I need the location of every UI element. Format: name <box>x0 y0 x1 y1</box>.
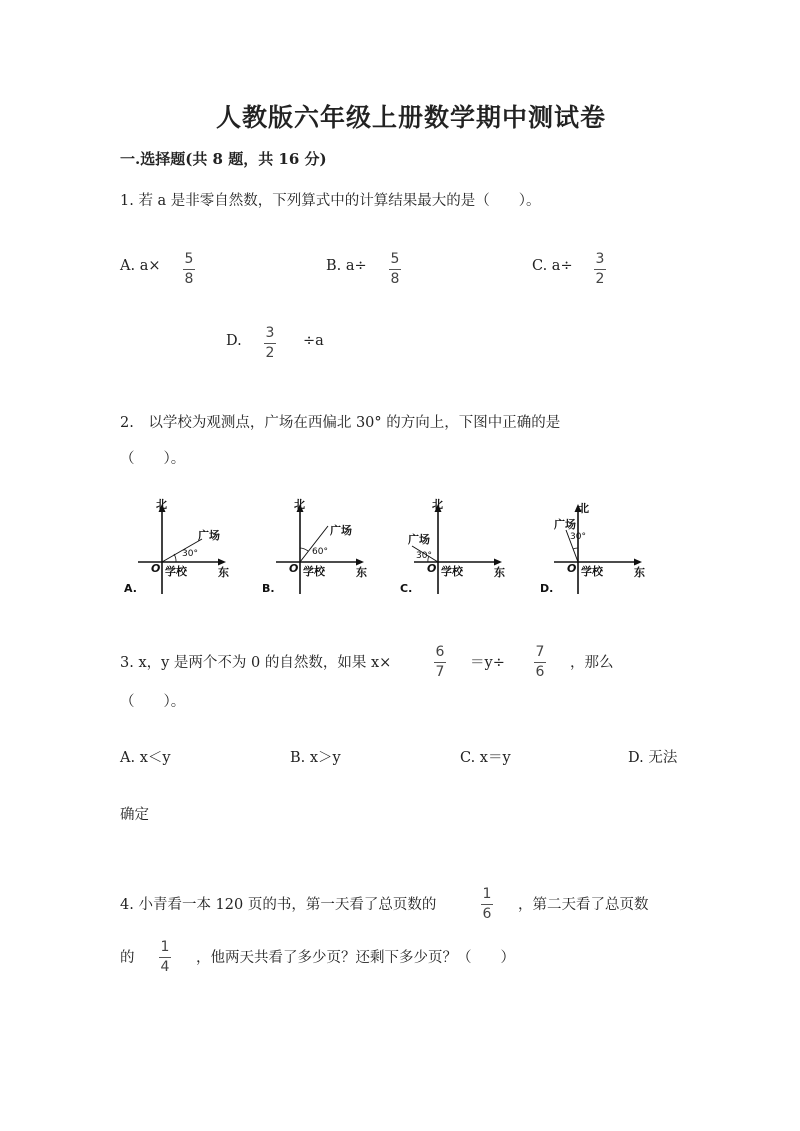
fraction-denominator: 6 <box>482 906 492 922</box>
q2-diagram-b <box>256 496 376 598</box>
q3-option-a: A. x＜y <box>120 750 171 766</box>
q3-option-d-cont: 确定 <box>120 807 149 823</box>
angle-label: 60° <box>312 547 328 557</box>
east-label: 东 <box>218 566 229 579</box>
fraction-denominator: 6 <box>535 664 545 680</box>
question-2-stem: 2. 以学校为观测点，广场在西偏北 30° 的方向上，下图中正确的是 <box>120 415 561 431</box>
fraction-bar <box>264 343 276 344</box>
origin-label: O <box>567 562 577 575</box>
question-3-stem-end: ，那么 <box>570 655 614 671</box>
question-4-stem: 4. 小青看一本 120 页的书，第一天看了总页数的 <box>120 897 437 913</box>
q3-option-d: D. 无法 <box>628 750 678 766</box>
q1-option-a-label: A. a× <box>120 258 161 274</box>
q3-fraction-2 <box>534 644 546 681</box>
q4-fraction-2 <box>159 939 171 976</box>
fraction-numerator: 7 <box>535 644 545 660</box>
fraction-bar <box>434 662 446 663</box>
fraction-bar <box>389 269 401 270</box>
school-label: 学校 <box>441 565 463 578</box>
school-label: 学校 <box>165 565 187 578</box>
north-label: 北 <box>156 498 167 511</box>
question-3-stem: 3. x，y 是两个不为 0 的自然数，如果 x× <box>120 655 392 671</box>
option-letter: D. <box>540 582 554 595</box>
north-label: 北 <box>432 498 443 511</box>
fraction-bar <box>594 269 606 270</box>
question-4-stem-mid: ，第二天看了总页数 <box>518 897 649 913</box>
question-4-stem-end: ，他两天共看了多少页？还剩下多少页？（ ） <box>196 950 515 966</box>
east-label: 东 <box>634 566 645 579</box>
fraction-denominator: 2 <box>595 271 605 287</box>
q3-option-b: B. x＞y <box>290 750 341 766</box>
school-label: 学校 <box>581 565 603 578</box>
fraction-bar <box>534 662 546 663</box>
q1-option-d-label: D. <box>226 333 242 349</box>
fraction-bar <box>481 904 493 905</box>
plaza-label: 广场 <box>198 529 220 542</box>
east-label: 东 <box>356 566 367 579</box>
q1-option-c-fraction <box>594 251 606 288</box>
east-label: 东 <box>494 566 505 579</box>
q1-option-d-suffix: ÷a <box>303 333 324 349</box>
fraction-numerator: 1 <box>160 939 170 955</box>
section-heading: 一.选择题(共 8 题，共 16 分) <box>120 150 327 168</box>
plaza-label: 广场 <box>330 524 352 537</box>
angle-label: 30° <box>182 549 198 559</box>
plaza-label: 广场 <box>554 518 576 531</box>
school-label: 学校 <box>303 565 325 578</box>
north-label: 北 <box>294 498 305 511</box>
fraction-numerator: 3 <box>265 325 275 341</box>
q2-diagram-d <box>534 496 654 598</box>
question-1-stem: 1. 若 a 是非零自然数，下列算式中的计算结果最大的是（ ）。 <box>120 193 541 209</box>
north-label: 北 <box>578 502 589 515</box>
plaza-label: 广场 <box>408 533 430 546</box>
question-3-stem-mid: ＝y÷ <box>470 655 505 671</box>
origin-label: O <box>151 562 161 575</box>
q1-option-c-label: C. a÷ <box>532 258 573 274</box>
q2-diagram-a <box>118 496 238 598</box>
q1-option-d-fraction <box>264 325 276 362</box>
fraction-numerator: 1 <box>482 886 492 902</box>
q4-fraction-1 <box>481 886 493 923</box>
option-letter: C. <box>400 582 413 595</box>
fraction-denominator: 7 <box>435 664 445 680</box>
fraction-denominator: 8 <box>390 271 400 287</box>
option-letter: B. <box>262 582 275 595</box>
fraction-bar <box>183 269 195 270</box>
fraction-denominator: 2 <box>265 345 275 361</box>
origin-label: O <box>427 562 437 575</box>
q1-option-a-fraction <box>183 251 195 288</box>
fraction-bar <box>159 957 171 958</box>
question-3-stem-cont: （ ）。 <box>120 694 186 710</box>
q3-fraction-1 <box>434 644 446 681</box>
angle-label: 30° <box>416 551 432 561</box>
origin-label: O <box>289 562 299 575</box>
q2-diagram-c <box>394 496 514 598</box>
q1-option-b-label: B. a÷ <box>326 258 367 274</box>
fraction-numerator: 5 <box>184 251 194 267</box>
q1-option-b-fraction <box>389 251 401 288</box>
fraction-numerator: 6 <box>435 644 445 660</box>
fraction-denominator: 4 <box>160 959 170 975</box>
fraction-denominator: 8 <box>184 271 194 287</box>
page-title: 人教版六年级上册数学期中测试卷 <box>216 103 607 132</box>
fraction-numerator: 5 <box>390 251 400 267</box>
question-4-stem-de: 的 <box>120 950 135 966</box>
q3-option-c: C. x＝y <box>460 750 511 766</box>
angle-label: 30° <box>570 532 586 542</box>
fraction-numerator: 3 <box>595 251 605 267</box>
option-letter: A. <box>124 582 137 595</box>
question-2-stem-cont: （ ）。 <box>120 451 186 467</box>
